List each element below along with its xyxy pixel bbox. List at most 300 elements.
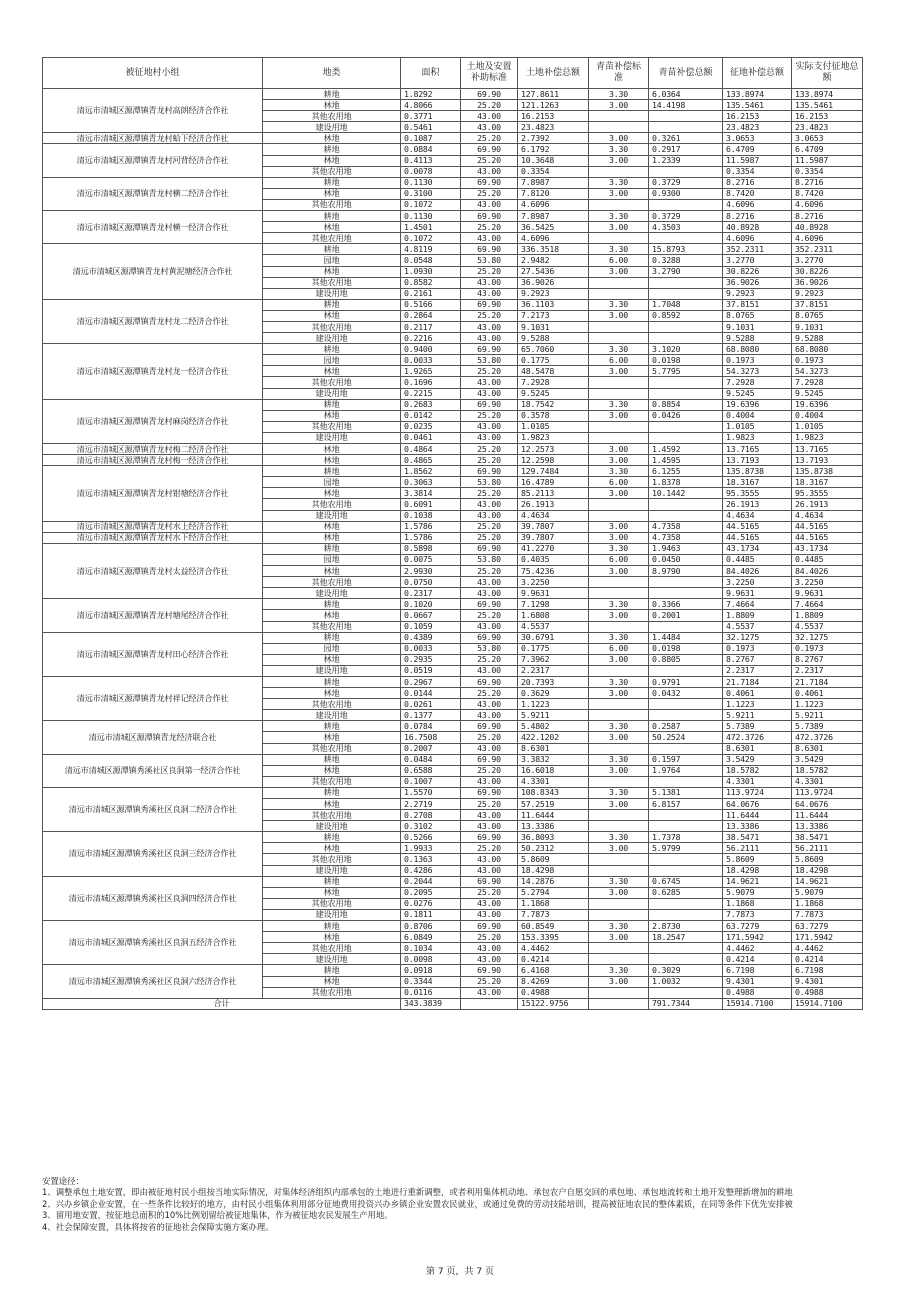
comp-total-cell: 4.6096	[723, 233, 792, 244]
paid-total-cell: 7.2928	[792, 377, 863, 388]
crop-standard-cell	[589, 665, 649, 676]
land-type-cell: 林地	[263, 765, 401, 776]
land-total-cell: 65.7060	[518, 344, 589, 355]
land-total-cell: 2.2317	[518, 665, 589, 676]
area-cell: 6.0849	[401, 932, 461, 943]
comp-total-cell: 95.3555	[723, 488, 792, 499]
comp-total-cell: 1.8809	[723, 610, 792, 621]
land-total-cell: 9.9631	[518, 588, 589, 599]
paid-total-cell: 133.8974	[792, 89, 863, 100]
land-total-cell: 4.4634	[518, 510, 589, 521]
land-standard-cell: 43.00	[461, 909, 518, 920]
crop-total-cell	[649, 321, 723, 332]
group-name-cell: 清远市清城区源潭镇青龙村水下经济合作社	[43, 532, 263, 543]
crop-total-cell	[649, 432, 723, 443]
crop-total-cell: 1.7048	[649, 299, 723, 310]
comp-total-cell: 7.2928	[723, 377, 792, 388]
land-total-cell: 0.3578	[518, 410, 589, 421]
comp-total-cell: 352.2311	[723, 244, 792, 255]
area-cell: 0.6588	[401, 765, 461, 776]
paid-total-cell: 472.3726	[792, 732, 863, 743]
land-total-cell: 2.7392	[518, 133, 589, 144]
table-body	[43, 89, 863, 1010]
land-type-cell: 其他农用地	[263, 199, 401, 210]
area-cell: 0.0548	[401, 255, 461, 266]
land-type-cell: 林地	[263, 444, 401, 455]
land-type-cell: 其他农用地	[263, 943, 401, 954]
land-type-cell: 其他农用地	[263, 743, 401, 754]
crop-total-cell: 18.2547	[649, 932, 723, 943]
comp-total-cell: 44.5165	[723, 521, 792, 532]
land-type-cell: 林地	[263, 887, 401, 898]
paid-total-cell: 26.1913	[792, 499, 863, 510]
table-row	[43, 344, 863, 355]
paid-total-cell: 6.7198	[792, 965, 863, 976]
compensation-table	[42, 57, 863, 1010]
comp-total-cell: 4.6096	[723, 199, 792, 210]
land-standard-cell: 43.00	[461, 233, 518, 244]
crop-total-cell	[649, 710, 723, 721]
col-header-group: 被征地村小组	[43, 58, 263, 89]
land-total-cell: 5.2794	[518, 887, 589, 898]
comp-total-cell: 68.8080	[723, 344, 792, 355]
paid-total-cell: 16.2153	[792, 111, 863, 122]
land-total-cell: 0.4035	[518, 554, 589, 565]
comp-total-cell: 56.2111	[723, 843, 792, 854]
crop-standard-cell	[589, 166, 649, 177]
land-standard-cell: 53.80	[461, 477, 518, 488]
land-type-cell: 耕地	[263, 89, 401, 100]
land-standard-cell: 69.90	[461, 876, 518, 887]
comp-total-cell: 43.1734	[723, 543, 792, 554]
crop-total-cell: 1.9764	[649, 765, 723, 776]
table-row	[43, 211, 863, 222]
comp-total-cell: 9.1031	[723, 321, 792, 332]
paid-total-cell: 56.2111	[792, 843, 863, 854]
comp-total-cell: 472.3726	[723, 732, 792, 743]
group-name-cell: 清远市清城区源潭镇青龙村蛤下经济合作社	[43, 133, 263, 144]
table-row	[43, 177, 863, 188]
crop-standard-cell: 3.00	[589, 100, 649, 111]
paid-total-cell: 8.2716	[792, 211, 863, 222]
land-total-cell: 16.4789	[518, 477, 589, 488]
crop-standard-cell: 3.00	[589, 887, 649, 898]
paid-total-cell: 5.9211	[792, 710, 863, 721]
land-standard-cell: 25.20	[461, 843, 518, 854]
crop-total-cell	[649, 665, 723, 676]
comp-total-cell: 9.4301	[723, 976, 792, 987]
paid-total-cell: 1.1223	[792, 699, 863, 710]
comp-total-cell: 135.8738	[723, 466, 792, 477]
area-cell: 0.1130	[401, 211, 461, 222]
crop-standard-cell	[589, 854, 649, 865]
comp-total-cell: 8.6301	[723, 743, 792, 754]
crop-total-cell	[649, 865, 723, 876]
comp-total-cell: 54.3273	[723, 366, 792, 377]
comp-total-cell: 18.4298	[723, 865, 792, 876]
table-row	[43, 787, 863, 798]
land-standard-cell: 25.20	[461, 799, 518, 810]
group-name-cell: 清远市清城区源潭镇秀溪社区良洞三经济合作社	[43, 832, 263, 876]
group-name-cell: 清远市清城区源潭镇青龙村太益经济合作社	[43, 543, 263, 598]
land-standard-cell: 69.90	[461, 344, 518, 355]
paid-total-cell: 4.4634	[792, 510, 863, 521]
land-standard-cell: 25.20	[461, 932, 518, 943]
crop-total-cell: 0.3029	[649, 965, 723, 976]
crop-standard-cell: 3.00	[589, 521, 649, 532]
group-name-cell: 清远市清城区源潭镇青龙村钳塘经济合作社	[43, 466, 263, 521]
land-total-cell: 5.8609	[518, 854, 589, 865]
table-row	[43, 521, 863, 532]
area-cell: 0.4864	[401, 444, 461, 455]
paid-total-cell: 8.0765	[792, 310, 863, 321]
land-standard-cell: 69.90	[461, 632, 518, 643]
land-total-cell: 129.7484	[518, 466, 589, 477]
crop-standard-cell: 3.30	[589, 876, 649, 887]
crop-standard-cell: 3.00	[589, 688, 649, 699]
crop-total-cell	[649, 122, 723, 133]
land-standard-cell: 25.20	[461, 532, 518, 543]
paid-total-cell: 4.4462	[792, 943, 863, 954]
comp-total-cell: 21.7184	[723, 676, 792, 687]
comp-total-cell: 13.7165	[723, 444, 792, 455]
area-cell: 0.3102	[401, 821, 461, 832]
comp-total-cell: 18.3167	[723, 477, 792, 488]
land-type-cell: 耕地	[263, 632, 401, 643]
paid-total-cell: 7.4664	[792, 599, 863, 610]
paid-total-cell: 9.4301	[792, 976, 863, 987]
crop-total-cell	[649, 943, 723, 954]
land-total-cell: 39.7807	[518, 532, 589, 543]
crop-standard-cell: 3.00	[589, 765, 649, 776]
land-total-cell: 108.8343	[518, 787, 589, 798]
area-cell: 0.1072	[401, 199, 461, 210]
crop-standard-cell: 3.30	[589, 965, 649, 976]
land-standard-cell: 43.00	[461, 821, 518, 832]
land-total-cell: 16.6018	[518, 765, 589, 776]
comp-total-cell: 0.4214	[723, 954, 792, 965]
area-cell: 0.0144	[401, 688, 461, 699]
crop-standard-cell	[589, 821, 649, 832]
area-cell: 0.1811	[401, 909, 461, 920]
area-cell: 0.2095	[401, 887, 461, 898]
paid-total-cell: 135.5461	[792, 100, 863, 111]
group-name-cell: 清远市清城区源潭镇青龙村龙一经济合作社	[43, 344, 263, 399]
crop-standard-cell	[589, 943, 649, 954]
crop-standard-cell: 3.00	[589, 366, 649, 377]
crop-standard-cell	[589, 710, 649, 721]
land-total-cell: 23.4823	[518, 122, 589, 133]
land-standard-cell: 43.00	[461, 743, 518, 754]
area-cell: 0.5166	[401, 299, 461, 310]
paid-total-cell: 11.6444	[792, 810, 863, 821]
crop-standard-cell: 3.30	[589, 466, 649, 477]
comp-total-cell: 0.1973	[723, 643, 792, 654]
land-standard-cell: 53.80	[461, 255, 518, 266]
area-cell: 0.5461	[401, 122, 461, 133]
area-cell: 0.8706	[401, 921, 461, 932]
paid-total-cell: 64.0676	[792, 799, 863, 810]
land-total-cell: 30.6791	[518, 632, 589, 643]
comp-total-cell: 7.7873	[723, 909, 792, 920]
area-cell: 0.2044	[401, 876, 461, 887]
land-standard-cell: 69.90	[461, 721, 518, 732]
land-total-cell: 41.2270	[518, 543, 589, 554]
paid-total-cell: 84.4026	[792, 566, 863, 577]
land-type-cell: 其他农用地	[263, 699, 401, 710]
land-total-cell: 0.1775	[518, 643, 589, 654]
land-type-cell: 耕地	[263, 211, 401, 222]
table-row	[43, 543, 863, 554]
crop-total-cell	[649, 987, 723, 998]
table-row	[43, 832, 863, 843]
area-cell: 0.4865	[401, 455, 461, 466]
area-cell: 1.9265	[401, 366, 461, 377]
land-total-cell: 3.3832	[518, 754, 589, 765]
comp-total-cell: 13.3386	[723, 821, 792, 832]
paid-total-cell: 13.7165	[792, 444, 863, 455]
land-total-cell: 7.2928	[518, 377, 589, 388]
land-total-cell: 4.4462	[518, 943, 589, 954]
note-item: 2、兴办乡镇企业安置，在一些条件比较好的地方，由村民小组集体利用部分征地费用投资兴办乡镇企业安置农民就业，或通过免费的劳动技能培训，提高被征地农民的整体素质，在同等条件下优先安排被	[42, 1198, 793, 1209]
crop-total-cell: 6.0364	[649, 89, 723, 100]
land-total-cell: 9.5245	[518, 388, 589, 399]
note-item: 4、社会保障安置，具体将按省的征地社会保障实施方案办理。	[42, 1221, 274, 1232]
comp-total-cell: 3.2770	[723, 255, 792, 266]
crop-total-cell: 2.8730	[649, 921, 723, 932]
crop-total-cell: 1.9463	[649, 543, 723, 554]
crop-total-cell: 4.3503	[649, 222, 723, 233]
area-cell: 0.1072	[401, 233, 461, 244]
land-type-cell: 林地	[263, 310, 401, 321]
group-name-cell: 清远市清城区源潭镇青龙村横一经济合作社	[43, 211, 263, 244]
comp-total-cell: 40.8928	[723, 222, 792, 233]
table-row	[43, 921, 863, 932]
land-standard-cell: 69.90	[461, 965, 518, 976]
land-total-cell: 75.4236	[518, 566, 589, 577]
land-total-cell: 27.5436	[518, 266, 589, 277]
land-type-cell: 其他农用地	[263, 898, 401, 909]
area-cell: 0.2215	[401, 388, 461, 399]
land-standard-cell: 43.00	[461, 954, 518, 965]
land-type-cell: 其他农用地	[263, 987, 401, 998]
area-cell: 0.4286	[401, 865, 461, 876]
area-cell: 0.1020	[401, 599, 461, 610]
land-type-cell: 其他农用地	[263, 321, 401, 332]
paid-total-cell: 0.1973	[792, 643, 863, 654]
crop-total-cell: 1.4595	[649, 455, 723, 466]
paid-total-cell: 36.9026	[792, 277, 863, 288]
crop-total-cell: 0.9300	[649, 188, 723, 199]
land-type-cell: 林地	[263, 610, 401, 621]
crop-total-cell	[649, 909, 723, 920]
crop-standard-cell	[589, 432, 649, 443]
crop-standard-cell: 6.00	[589, 643, 649, 654]
crop-total-cell	[649, 743, 723, 754]
land-type-cell: 林地	[263, 155, 401, 166]
crop-total-cell: 4.7358	[649, 521, 723, 532]
area-cell: 0.3100	[401, 188, 461, 199]
crop-standard-cell: 6.00	[589, 355, 649, 366]
land-type-cell: 林地	[263, 532, 401, 543]
land-total-cell: 36.9026	[518, 277, 589, 288]
land-standard-cell: 43.00	[461, 776, 518, 787]
paid-total-cell: 5.9079	[792, 887, 863, 898]
paid-total-cell: 4.6096	[792, 199, 863, 210]
crop-standard-cell: 3.30	[589, 543, 649, 554]
land-type-cell: 耕地	[263, 399, 401, 410]
land-standard-cell: 43.00	[461, 388, 518, 399]
area-cell: 0.0116	[401, 987, 461, 998]
land-type-cell: 林地	[263, 188, 401, 199]
crop-standard-cell: 3.00	[589, 310, 649, 321]
area-cell: 0.0033	[401, 355, 461, 366]
comp-total-cell: 37.8151	[723, 299, 792, 310]
land-standard-cell: 25.20	[461, 488, 518, 499]
land-type-cell: 其他农用地	[263, 577, 401, 588]
land-type-cell: 林地	[263, 799, 401, 810]
area-cell: 0.2216	[401, 333, 461, 344]
land-type-cell: 耕地	[263, 244, 401, 255]
table-header-row	[43, 58, 863, 89]
crop-total-cell: 0.2917	[649, 144, 723, 155]
paid-total-cell: 18.4298	[792, 865, 863, 876]
total-label-cell: 合计	[43, 998, 401, 1009]
crop-total-cell: 0.8592	[649, 310, 723, 321]
crop-standard-cell	[589, 588, 649, 599]
paid-total-cell: 0.4988	[792, 987, 863, 998]
crop-total-cell	[649, 954, 723, 965]
land-total-cell: 60.8549	[518, 921, 589, 932]
land-standard-cell: 43.00	[461, 288, 518, 299]
crop-total-cell: 0.3261	[649, 133, 723, 144]
land-type-cell: 耕地	[263, 832, 401, 843]
land-type-cell: 园地	[263, 355, 401, 366]
paid-total-cell: 1.0105	[792, 421, 863, 432]
crop-total-cell: 0.3366	[649, 599, 723, 610]
paid-total-cell: 135.8738	[792, 466, 863, 477]
paid-total-cell: 30.8226	[792, 266, 863, 277]
comp-total-cell: 4.4462	[723, 943, 792, 954]
land-total-cell: 7.8987	[518, 211, 589, 222]
paid-total-cell: 0.4214	[792, 954, 863, 965]
land-total-cell: 85.2113	[518, 488, 589, 499]
land-type-cell: 林地	[263, 976, 401, 987]
land-standard-cell: 25.20	[461, 266, 518, 277]
table-row	[43, 455, 863, 466]
comp-total-cell: 3.2250	[723, 577, 792, 588]
crop-total-cell	[649, 699, 723, 710]
crop-standard-cell: 3.00	[589, 133, 649, 144]
crop-standard-cell: 3.30	[589, 721, 649, 732]
paid-total-cell: 2.2317	[792, 665, 863, 676]
crop-standard-cell: 3.00	[589, 610, 649, 621]
total-paid-cell: 15914.7100	[792, 998, 863, 1009]
comp-total-cell: 19.6396	[723, 399, 792, 410]
crop-standard-cell	[589, 699, 649, 710]
land-standard-cell: 69.90	[461, 832, 518, 843]
land-type-cell: 耕地	[263, 543, 401, 554]
paid-total-cell: 11.5987	[792, 155, 863, 166]
paid-total-cell: 95.3555	[792, 488, 863, 499]
crop-total-cell	[649, 821, 723, 832]
comp-total-cell: 0.4061	[723, 688, 792, 699]
table-row	[43, 144, 863, 155]
group-name-cell: 清远市清城区源潭镇青龙村田心经济合作社	[43, 632, 263, 676]
land-total-cell: 1.9823	[518, 432, 589, 443]
crop-standard-cell	[589, 865, 649, 876]
col-header-land-standard: 土地及安置补助标准	[461, 58, 518, 89]
crop-standard-cell	[589, 810, 649, 821]
land-type-cell: 建设用地	[263, 821, 401, 832]
land-type-cell: 其他农用地	[263, 166, 401, 177]
area-cell: 0.4113	[401, 155, 461, 166]
paid-total-cell: 4.6096	[792, 233, 863, 244]
crop-standard-cell: 3.00	[589, 843, 649, 854]
comp-total-cell: 8.2767	[723, 654, 792, 665]
area-cell: 4.8066	[401, 100, 461, 111]
land-type-cell: 林地	[263, 455, 401, 466]
comp-total-cell: 5.9079	[723, 887, 792, 898]
land-type-cell: 林地	[263, 688, 401, 699]
land-standard-cell: 43.00	[461, 577, 518, 588]
land-total-cell: 20.7393	[518, 676, 589, 687]
area-cell: 0.0750	[401, 577, 461, 588]
land-total-cell: 18.7542	[518, 399, 589, 410]
land-standard-cell: 69.90	[461, 466, 518, 477]
land-type-cell: 建设用地	[263, 909, 401, 920]
crop-standard-cell: 3.00	[589, 932, 649, 943]
land-type-cell: 耕地	[263, 921, 401, 932]
land-type-cell: 林地	[263, 732, 401, 743]
land-total-cell: 10.3648	[518, 155, 589, 166]
crop-standard-cell: 3.30	[589, 299, 649, 310]
land-type-cell: 林地	[263, 222, 401, 233]
land-type-cell: 耕地	[263, 344, 401, 355]
land-total-cell: 14.2876	[518, 876, 589, 887]
land-total-cell: 422.1202	[518, 732, 589, 743]
area-cell: 0.0075	[401, 554, 461, 565]
land-standard-cell: 43.00	[461, 898, 518, 909]
land-total-cell: 7.3962	[518, 654, 589, 665]
area-cell: 0.5898	[401, 543, 461, 554]
crop-standard-cell	[589, 954, 649, 965]
comp-total-cell: 18.5782	[723, 765, 792, 776]
land-standard-cell: 25.20	[461, 100, 518, 111]
comp-total-cell: 7.4664	[723, 599, 792, 610]
paid-total-cell: 21.7184	[792, 676, 863, 687]
group-name-cell: 清远市清城区源潭镇秀溪社区良洞二经济合作社	[43, 787, 263, 831]
crop-standard-cell: 6.00	[589, 255, 649, 266]
group-name-cell: 清远市清城区源潭镇青龙村水上经济合作社	[43, 521, 263, 532]
group-name-cell: 清远市清城区源潭镇青龙村黄泥塘经济合作社	[43, 244, 263, 299]
land-type-cell: 园地	[263, 554, 401, 565]
crop-standard-cell: 3.00	[589, 566, 649, 577]
land-type-cell: 其他农用地	[263, 776, 401, 787]
land-standard-cell: 53.80	[461, 355, 518, 366]
crop-standard-cell: 3.00	[589, 455, 649, 466]
land-type-cell: 耕地	[263, 965, 401, 976]
comp-total-cell: 0.4485	[723, 554, 792, 565]
land-total-cell: 5.4802	[518, 721, 589, 732]
crop-standard-cell: 3.30	[589, 89, 649, 100]
crop-standard-cell: 3.30	[589, 211, 649, 222]
paid-total-cell: 9.5245	[792, 388, 863, 399]
total-comp-cell: 15914.7100	[723, 998, 792, 1009]
land-total-cell: 0.3354	[518, 166, 589, 177]
crop-total-cell: 0.3729	[649, 211, 723, 222]
land-total-cell: 7.8987	[518, 177, 589, 188]
